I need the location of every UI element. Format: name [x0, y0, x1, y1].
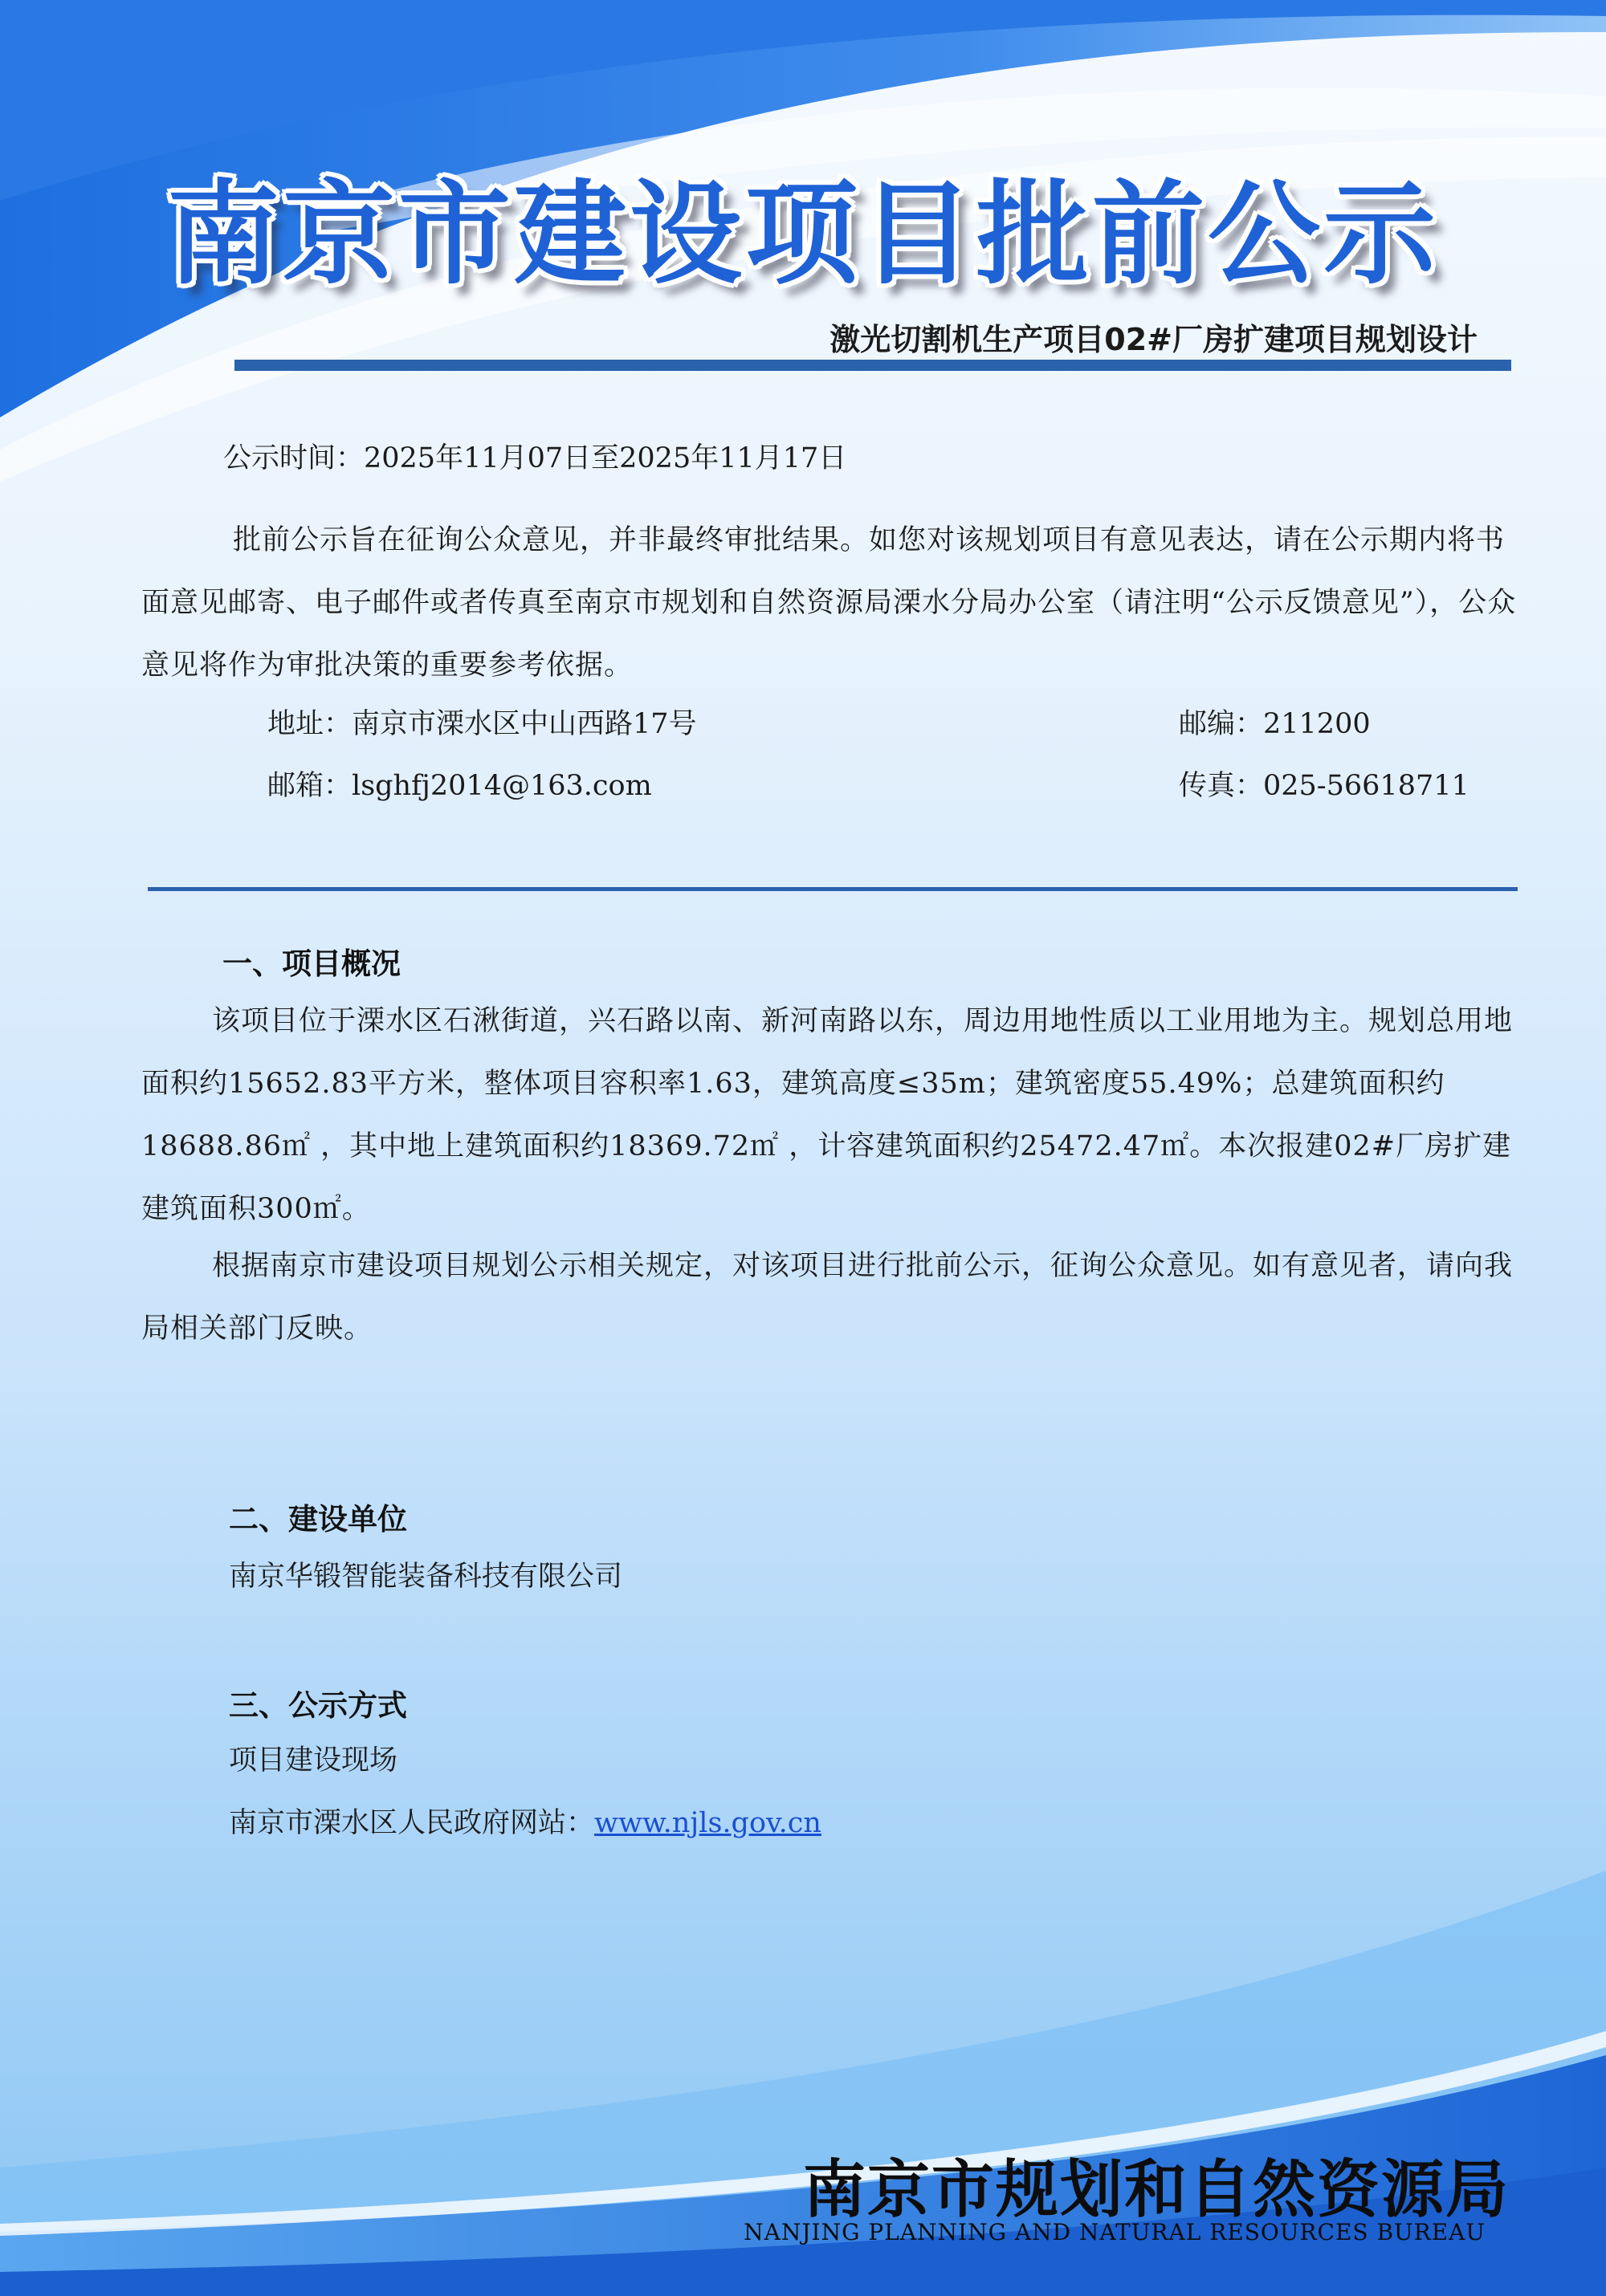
subtitle-underline [234, 360, 1511, 371]
footer-org-name-en: NANJING PLANNING AND NATURAL RESOURCES BUREAU [744, 2219, 1486, 2245]
builder-company: 南京华锻智能装备科技有限公司 [229, 1561, 623, 1593]
notice-intro: 批前公示旨在征询公众意见，并非最终审批结果。如您对该规划项目有意见表达，请在公示期内将书面意见邮寄、电子邮件或者传真至南京市规划和自然资源局溧水分局办公室（请注明“公示反馈意见”），公众意见将作为审批决策的重要参考依据。 [141, 524, 1517, 682]
contact-fax: 传真：025-56618711 [1179, 770, 1469, 802]
project-subtitle: 激光切割机生产项目02#厂房扩建项目规划设计 [829, 322, 1478, 357]
contact-postcode: 邮编：211200 [1179, 708, 1371, 740]
website-link[interactable]: www.njls.gov.cn [594, 1807, 821, 1839]
contact-address: 地址：南京市溧水区中山西路17号 [267, 708, 697, 740]
page-title: 南京市建设项目批前公示 [166, 169, 1439, 300]
contact-email: 邮箱：lsghfj2014@163.com [267, 770, 652, 802]
section-heading-overview: 一、项目概况 [222, 946, 401, 981]
method-website [229, 1792, 821, 1854]
section-heading-method: 三、公示方式 [229, 1688, 407, 1723]
footer-org-name: 南京市规划和自然资源局 [802, 2153, 1510, 2226]
section-heading-builder: 二、建设单位 [229, 1502, 407, 1537]
section-divider [148, 887, 1518, 891]
method-website-label: 南京市溧水区人民政府网站： [229, 1807, 595, 1839]
method-site: 项目建设现场 [229, 1744, 398, 1777]
notice-period: 公示时间：2025年11月07日至2025年11月17日 [223, 442, 847, 474]
overview-paragraph-2: 根据南京市建设项目规划公示相关规定，对该项目进行批前公示，征询公众意见。如有意见者，请向我局相关部门反映。 [141, 1250, 1514, 1345]
overview-paragraph: 该项目位于溧水区石湫街道，兴石路以南、新河南路以东，周边用地性质以工业用地为主。规划总用地面积约15652.83平方米，整体项目容积率1.63，建筑高度≤35m；建筑密度55.49%；总建筑面积约18688.86㎡ ，其中地上建筑面积约18369.72㎡ ，计容建筑面积约25472.47㎡。本次报建02#厂房扩建建筑面积300㎡。 [141, 1005, 1514, 1225]
